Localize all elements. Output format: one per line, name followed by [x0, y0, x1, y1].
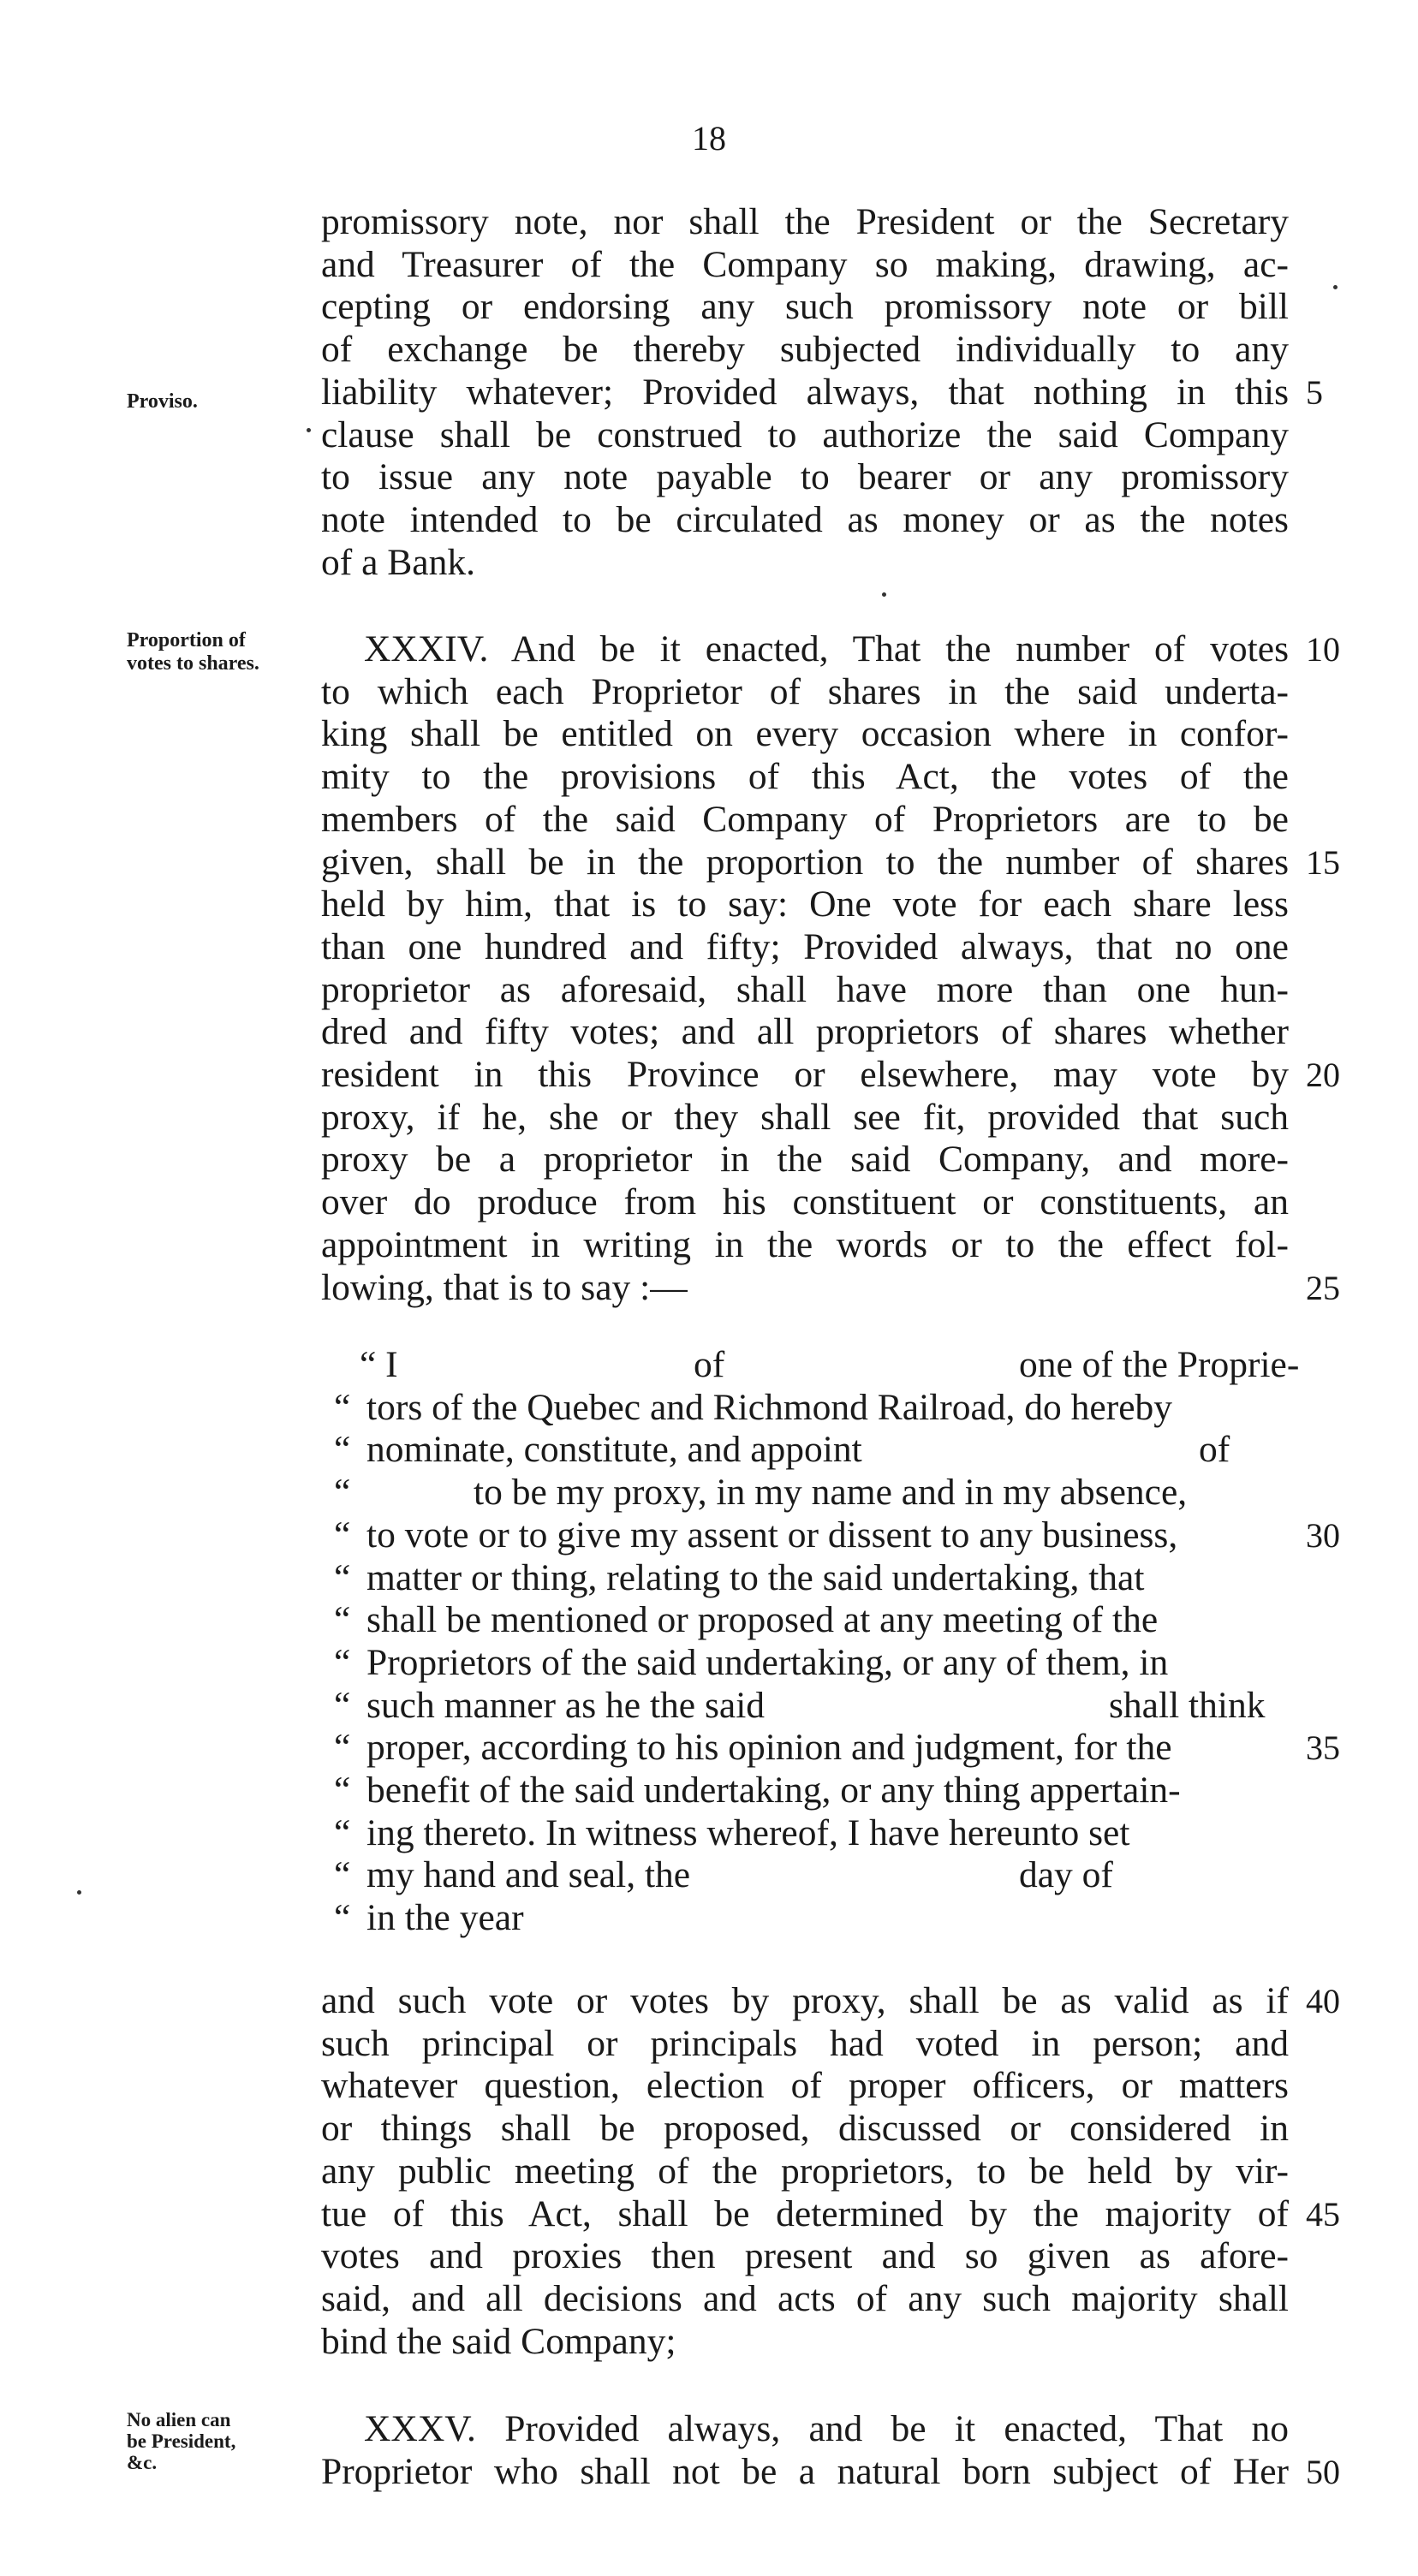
form-line [334, 1726, 1289, 1770]
page-number: 18 [692, 119, 726, 158]
text-line: and such vote or votes by proxy, shall be as valid as if [321, 1980, 1289, 2021]
form-text: such manner as he the said [366, 1685, 766, 1726]
text-line: clause shall be construed to authorize the said Company [321, 414, 1289, 455]
form-text: tors of the Quebec and Richmond Railroad, do hereby [366, 1387, 1173, 1428]
form-line [334, 1514, 1289, 1557]
form-text: Proprietors of the said undertaking, or any of them, in [366, 1642, 1169, 1683]
margin-note-line: be President, [127, 2430, 236, 2452]
quote-mark: “ [334, 1897, 351, 1938]
form-text: my hand and seal, the [366, 1854, 691, 1895]
margin-note-proviso [127, 390, 324, 413]
text-line: proxy be a proprietor in the said Company, and more- [321, 1139, 1289, 1180]
text-line: of exchange be thereby subjected individually to any [321, 329, 1289, 370]
form-text: of [694, 1344, 725, 1385]
text-line: or things shall be proposed, discussed or considered in [321, 2108, 1289, 2149]
print-speck [77, 1890, 81, 1895]
text-line: cepting or endorsing any such promissory note or bill [321, 286, 1289, 327]
text-line: to which each Proprietor of shares in the said underta- [321, 671, 1289, 712]
form-text: matter or thing, relating to the said undertaking, that [366, 1557, 1145, 1598]
form-line [334, 1471, 1289, 1514]
text-line: dred and fifty votes; and all proprietors of shares whether [321, 1011, 1289, 1052]
margin-note-line: Proportion of [127, 629, 246, 651]
margin-note-proportion-of-votes [127, 629, 324, 675]
line-number: 45 [1306, 2195, 1340, 2234]
quote-mark: “ [334, 1599, 351, 1640]
line-number: 5 [1306, 373, 1323, 412]
margin-note-line: No alien can [127, 2409, 231, 2430]
form-line [334, 1386, 1289, 1430]
text-line: proprietor as aforesaid, shall have more than one hun- [321, 969, 1289, 1010]
print-speck [1333, 285, 1338, 289]
margin-note-line: &c. [127, 2452, 158, 2473]
line-number: 40 [1306, 1982, 1340, 2020]
form-line [334, 1428, 1289, 1472]
text-line: promissory note, nor shall the President or the Secretary [321, 201, 1289, 242]
form-text: in the year [366, 1897, 524, 1938]
form-text-after-blank: day of [1019, 1854, 1113, 1895]
form-text: nominate, constitute, and appoint [366, 1429, 862, 1470]
quote-mark: “ [334, 1854, 351, 1895]
form-line [334, 1684, 1289, 1728]
text-line: members of the said Company of Proprietors are to be [321, 799, 1289, 840]
margin-note-no-alien-president [127, 2409, 324, 2473]
text-line: proxy, if he, she or they shall see fit, provided that such [321, 1097, 1289, 1138]
quote-mark: “ [334, 1812, 351, 1853]
print-speck [882, 592, 886, 597]
line-number: 25 [1306, 1269, 1340, 1307]
text-line: said, and all decisions and acts of any such majority shall [321, 2278, 1289, 2319]
text-line: than one hundred and fifty; Provided always, that no one [321, 926, 1289, 967]
form-line [334, 1556, 1289, 1600]
form-text: proper, according to his opinion and judgment, for the [366, 1727, 1172, 1768]
text-line: XXXIV. And be it enacted, That the number of votes [364, 628, 1289, 669]
form-line [334, 1343, 1300, 1387]
quote-mark: “ [334, 1387, 351, 1428]
text-line: appointment in writing in the words or to the effect fol- [321, 1224, 1289, 1265]
quote-mark: “ [334, 1770, 351, 1811]
form-text-after-blank: of [1199, 1429, 1230, 1470]
print-speck [307, 428, 311, 432]
form-text-after-blank: one of the Proprie- [1019, 1344, 1300, 1385]
form-text: ing thereto. In witness whereof, I have hereunto set [366, 1812, 1130, 1853]
text-line: given, shall be in the proportion to the number of shares [321, 842, 1289, 883]
form-line [334, 1812, 1289, 1855]
form-text: to vote or to give my assent or dissent to any business, [366, 1514, 1178, 1556]
text-line: tue of this Act, shall be determined by the majority of [321, 2193, 1289, 2234]
form-text: benefit of the said undertaking, or any thing appertain- [366, 1770, 1181, 1811]
form-text: to be my proxy, in my name and in my absence, [474, 1472, 1188, 1513]
form-line [334, 1598, 1289, 1642]
form-line [334, 1769, 1289, 1812]
text-line: Proprietor who shall not be a natural born subject of Her [321, 2451, 1289, 2492]
text-line: held by him, that is to say: One vote for each share less [321, 883, 1289, 925]
margin-note-line: Proviso. [127, 390, 198, 413]
form-text-after-blank: shall think [1109, 1685, 1266, 1726]
quote-mark: “ [334, 1727, 351, 1768]
quote-mark: “ I [360, 1344, 398, 1385]
line-number: 35 [1306, 1728, 1340, 1767]
line-number: 30 [1306, 1516, 1340, 1555]
text-line: to issue any note payable to bearer or any promissory [321, 456, 1289, 497]
quote-mark: “ [334, 1429, 351, 1470]
text-line: such principal or principals had voted in person; and [321, 2023, 1289, 2064]
form-line [334, 1853, 1289, 1897]
text-line: over do produce from his constituent or constituents, an [321, 1181, 1289, 1223]
text-line: of a Bank. [321, 542, 475, 583]
margin-note-line: votes to shares. [127, 652, 259, 675]
form-line [334, 1896, 1289, 1940]
text-line: liability whatever; Provided always, that nothing in this [321, 372, 1289, 413]
line-number: 20 [1306, 1056, 1340, 1094]
text-line: king shall be entitled on every occasion where in confor- [321, 713, 1289, 754]
line-number: 10 [1306, 630, 1340, 669]
text-line: whatever question, election of proper officers, or matters [321, 2065, 1289, 2106]
text-line: and Treasurer of the Company so making, drawing, ac- [321, 244, 1289, 285]
line-number: 15 [1306, 843, 1340, 882]
text-line: any public meeting of the proprietors, to be held by vir- [321, 2151, 1289, 2192]
quote-mark: “ [334, 1472, 351, 1513]
text-line: resident in this Province or elsewhere, may vote by [321, 1054, 1289, 1095]
text-line: note intended to be circulated as money or as the notes [321, 499, 1289, 540]
text-line: mity to the provisions of this Act, the votes of the [321, 756, 1289, 797]
form-line [334, 1641, 1289, 1685]
quote-mark: “ [334, 1642, 351, 1683]
form-text: shall be mentioned or proposed at any meeting of the [366, 1599, 1159, 1640]
text-line: bind the said Company; [321, 2321, 676, 2362]
line-number: 50 [1306, 2453, 1340, 2491]
quote-mark: “ [334, 1514, 351, 1556]
text-line: lowing, that is to say :— [321, 1267, 688, 1308]
text-line: votes and proxies then present and so given as afore- [321, 2235, 1289, 2276]
quote-mark: “ [334, 1557, 351, 1598]
quote-mark: “ [334, 1685, 351, 1726]
text-line: XXXV. Provided always, and be it enacted, That no [364, 2408, 1289, 2449]
